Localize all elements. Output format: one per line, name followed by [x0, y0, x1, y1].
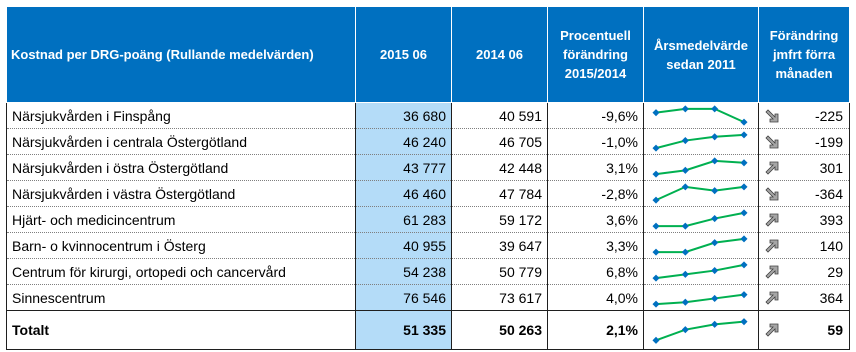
value-2015: 54 238: [356, 259, 452, 285]
sparkline-marker: [682, 105, 689, 112]
yearly-average-sparkline: [644, 207, 759, 233]
header-name: Kostnad per DRG-poäng (Rullande medelvärden): [7, 7, 356, 103]
monthly-change-group: [763, 159, 845, 177]
sparkline-marker: [740, 209, 747, 216]
sparkline-marker: [740, 235, 747, 242]
sparkline: [644, 129, 758, 154]
sparkline: [644, 311, 758, 349]
table-row: [7, 129, 850, 155]
value-2015: 43 777: [356, 155, 452, 181]
percent-change: 3,6%: [548, 207, 644, 233]
table-row: [7, 259, 850, 285]
percent-change: 4,0%: [548, 285, 644, 311]
monthly-change-group: [763, 185, 845, 203]
percent-change: 6,8%: [548, 259, 644, 285]
sparkline-marker: [682, 167, 689, 174]
sparkline-marker: [711, 239, 718, 246]
percent-change: 2,1%: [548, 311, 644, 350]
sparkline-marker: [682, 223, 689, 230]
arrow-down-right-icon: [763, 107, 781, 125]
unit-name: Barn- o kvinnocentrum i Österg: [7, 233, 356, 259]
table-row: [7, 233, 850, 259]
yearly-average-sparkline: [644, 285, 759, 311]
monthly-change-group: [763, 107, 845, 125]
yearly-average-sparkline: [644, 233, 759, 259]
table-body: [7, 103, 850, 350]
sparkline-marker: [652, 171, 659, 178]
monthly-change: [759, 103, 850, 129]
sparkline-marker: [711, 215, 718, 222]
arrow-up-right-icon: [763, 263, 781, 281]
sparkline: [644, 259, 758, 284]
value-2015: 40 955: [356, 233, 452, 259]
arrow-up-right-icon: [763, 159, 781, 177]
value-2014: 50 779: [452, 259, 548, 285]
sparkline-marker: [682, 137, 689, 144]
header-2015: 2015 06: [356, 7, 452, 103]
sparkline-marker: [652, 109, 659, 116]
header-yearly-average: Årsmedelvärde sedan 2011: [644, 7, 759, 103]
header-monthly-change: Förändring jmfrt förra månaden: [759, 7, 850, 103]
arrow-down-right-icon: [763, 133, 781, 151]
sparkline-trend-line: [656, 265, 744, 278]
sparkline-trend-line: [656, 161, 744, 174]
sparkline-marker: [740, 291, 747, 298]
monthly-change-group: [763, 263, 845, 281]
yearly-average-sparkline: [644, 259, 759, 285]
monthly-change-value: 301: [819, 159, 843, 176]
header-2014: 2014 06: [452, 7, 548, 103]
monthly-change: [759, 129, 850, 155]
yearly-average-sparkline: [644, 155, 759, 181]
monthly-change-value: -225: [814, 107, 843, 124]
sparkline: [644, 103, 758, 128]
sparkline-marker: [682, 326, 689, 333]
value-2014: 47 784: [452, 181, 548, 207]
sparkline-marker: [652, 301, 659, 308]
unit-name: Sinnescentrum: [7, 285, 356, 311]
monthly-change-value: 59: [827, 322, 843, 338]
sparkline-marker: [652, 197, 659, 204]
value-2015: 76 546: [356, 285, 452, 311]
monthly-change: [759, 311, 850, 350]
monthly-change-value: 29: [827, 263, 843, 280]
monthly-change-group: [763, 211, 845, 229]
arrow-up-right-icon: [763, 211, 781, 229]
value-2014: 46 705: [452, 129, 548, 155]
monthly-change-value: 140: [819, 237, 843, 254]
sparkline-marker: [711, 157, 718, 164]
value-2014: 59 172: [452, 207, 548, 233]
monthly-change: [759, 181, 850, 207]
unit-name: Närsjukvården i centrala Östergötland: [7, 129, 356, 155]
value-2014: 42 448: [452, 155, 548, 181]
monthly-change-value: 364: [819, 289, 843, 306]
sparkline: [644, 233, 758, 258]
sparkline-marker: [652, 275, 659, 282]
unit-name: Centrum för kirurgi, ortopedi och cancervård: [7, 259, 356, 285]
monthly-change: [759, 207, 850, 233]
table-row: [7, 103, 850, 129]
sparkline: [644, 285, 758, 310]
sparkline: [644, 155, 758, 180]
sparkline-marker: [740, 131, 747, 138]
table-row: [7, 285, 850, 311]
drg-cost-report: [6, 6, 850, 350]
monthly-change-group: [763, 321, 845, 339]
table-row: [7, 207, 850, 233]
yearly-average-sparkline: [644, 311, 759, 350]
sparkline-marker: [711, 133, 718, 140]
sparkline-trend-line: [656, 295, 744, 304]
sparkline-trend-line: [656, 187, 744, 200]
arrow-up-right-icon: [763, 237, 781, 255]
monthly-change: [759, 155, 850, 181]
sparkline-marker: [711, 321, 718, 328]
sparkline-marker: [652, 145, 659, 152]
yearly-average-sparkline: [644, 103, 759, 129]
sparkline-marker: [682, 249, 689, 256]
monthly-change-group: [763, 289, 845, 307]
arrow-down-right-icon: [763, 185, 781, 203]
header-percent-change: Procentuell förändring 2015/2014: [548, 7, 644, 103]
unit-name: Närsjukvården i östra Östergötland: [7, 155, 356, 181]
percent-change: -2,8%: [548, 181, 644, 207]
value-2014: 50 263: [452, 311, 548, 350]
sparkline-marker: [711, 267, 718, 274]
sparkline-marker: [682, 299, 689, 306]
monthly-change-value: -364: [814, 185, 843, 202]
sparkline-marker: [711, 187, 718, 194]
unit-name: Totalt: [7, 311, 356, 350]
yearly-average-sparkline: [644, 181, 759, 207]
value-2015: 46 460: [356, 181, 452, 207]
total-row: [7, 311, 850, 350]
table-row: [7, 155, 850, 181]
sparkline: [644, 207, 758, 232]
sparkline-trend-line: [656, 213, 744, 226]
drg-cost-table: [6, 6, 850, 350]
value-2014: 40 591: [452, 103, 548, 129]
value-2014: 39 647: [452, 233, 548, 259]
monthly-change: [759, 233, 850, 259]
value-2015: 36 680: [356, 103, 452, 129]
value-2015: 51 335: [356, 311, 452, 350]
percent-change: 3,1%: [548, 155, 644, 181]
unit-name: Närsjukvården i Finspång: [7, 103, 356, 129]
sparkline-trend-line: [656, 109, 744, 122]
sparkline-marker: [740, 318, 747, 325]
sparkline-marker: [652, 249, 659, 256]
sparkline-marker: [652, 223, 659, 230]
sparkline-trend-line: [656, 322, 744, 341]
sparkline-marker: [682, 271, 689, 278]
percent-change: -1,0%: [548, 129, 644, 155]
sparkline-marker: [652, 337, 659, 344]
yearly-average-sparkline: [644, 129, 759, 155]
monthly-change-group: [763, 237, 845, 255]
sparkline-marker: [740, 119, 747, 126]
monthly-change-group: [763, 133, 845, 151]
arrow-up-right-icon: [763, 289, 781, 307]
monthly-change: [759, 259, 850, 285]
value-2015: 46 240: [356, 129, 452, 155]
monthly-change-value: 393: [819, 211, 843, 228]
sparkline-marker: [711, 295, 718, 302]
percent-change: -9,6%: [548, 103, 644, 129]
monthly-change: [759, 285, 850, 311]
percent-change: 3,3%: [548, 233, 644, 259]
unit-name: Närsjukvården i västra Östergötland: [7, 181, 356, 207]
sparkline-marker: [740, 159, 747, 166]
arrow-up-right-icon: [763, 321, 781, 339]
sparkline-marker: [740, 261, 747, 268]
sparkline-marker: [682, 183, 689, 190]
sparkline: [644, 181, 758, 206]
table-row: [7, 181, 850, 207]
sparkline-trend-line: [656, 135, 744, 148]
monthly-change-value: -199: [814, 133, 843, 150]
sparkline-marker: [740, 183, 747, 190]
sparkline-trend-line: [656, 239, 744, 252]
sparkline-marker: [711, 105, 718, 112]
unit-name: Hjärt- och medicincentrum: [7, 207, 356, 233]
value-2014: 73 617: [452, 285, 548, 311]
value-2015: 61 283: [356, 207, 452, 233]
header-row: [7, 7, 850, 103]
